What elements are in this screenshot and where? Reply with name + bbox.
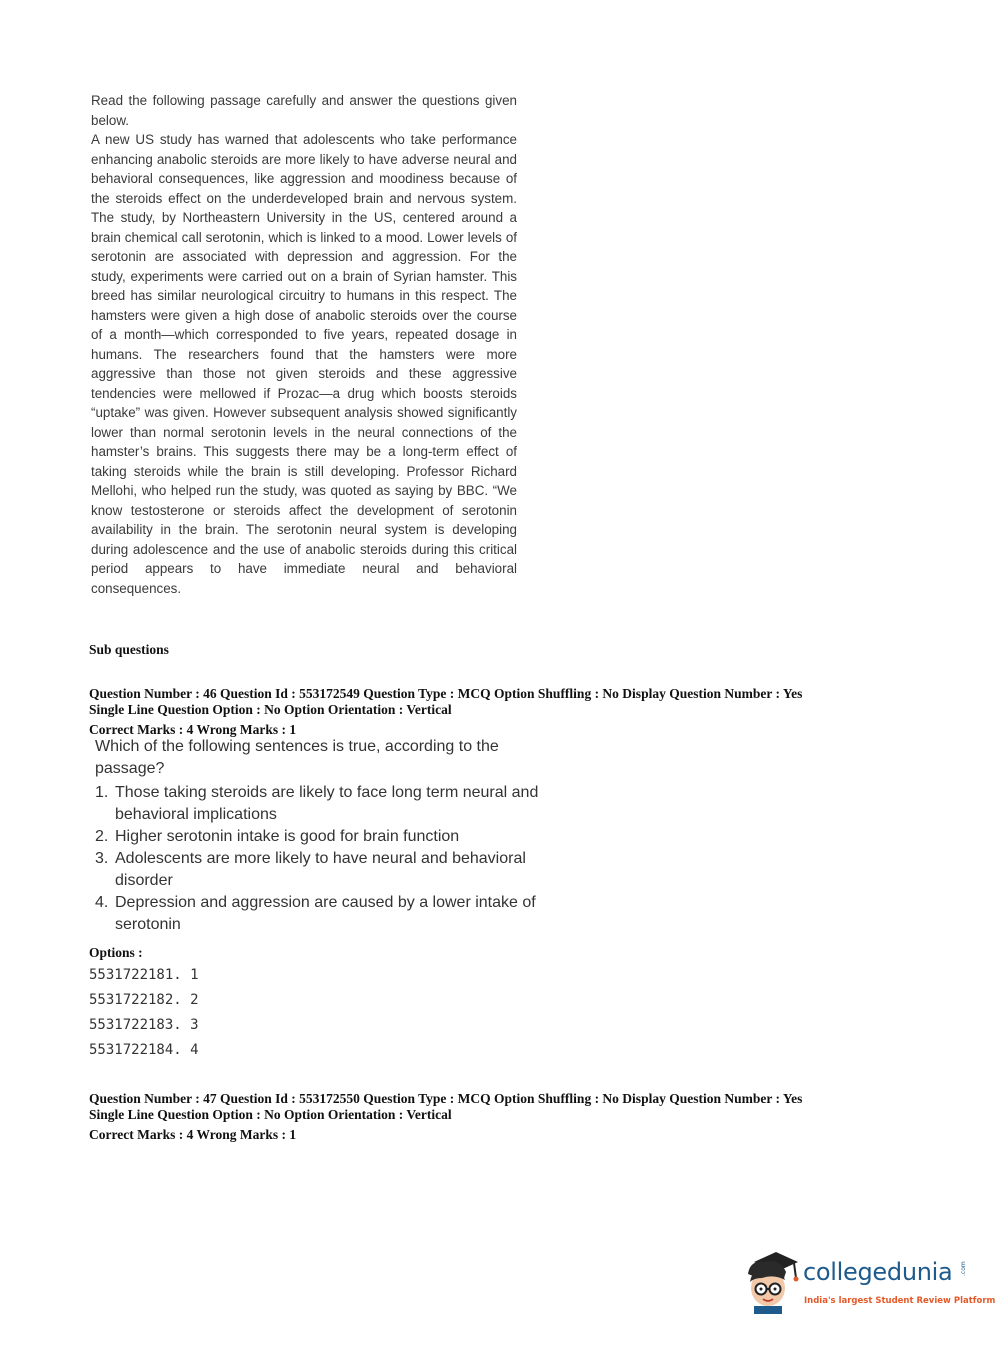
question-46-stem: Which of the following sentences is true, according to the passage? bbox=[95, 738, 499, 777]
question-47-meta bbox=[89, 1091, 909, 1143]
question-47-meta-line1: Question Number : 47 Question Id : 553172550 Question Type : MCQ Option Shuffling : No Display Question Number : Yes bbox=[89, 1091, 803, 1106]
sub-questions-label: Sub questions bbox=[89, 642, 169, 657]
reading-passage bbox=[91, 91, 517, 598]
question-46-meta-line1: Question Number : 46 Question Id : 553172549 Question Type : MCQ Option Shuffling : No Display Question Number : Yes bbox=[89, 686, 803, 701]
statement-item bbox=[95, 826, 555, 848]
collegedunia-logo bbox=[740, 1248, 996, 1320]
mascot-icon bbox=[740, 1248, 802, 1316]
statement-number: 3. bbox=[95, 850, 109, 867]
question-46-marks: Correct Marks : 4 Wrong Marks : 1 bbox=[89, 722, 297, 737]
question-47-meta-line2: Single Line Question Option : No Option Orientation : Vertical bbox=[89, 1106, 452, 1122]
option-item: 5531722183. 3 bbox=[89, 1017, 199, 1033]
option-item: 5531722181. 1 bbox=[89, 967, 199, 983]
statement-item bbox=[95, 848, 555, 892]
logo-tagline: India's largest Student Review Platform bbox=[804, 1296, 996, 1306]
passage-body: A new US study has warned that adolescents who take performance enhancing anabolic steroids are more likely to have adverse neural and behavioral consequences, like aggression and moodiness because of the steroids effect on the underdeveloped brain and nervous system. The study, by Northeastern University in the US, centered around a brain chemical call serotonin, which is linked to a mood. Lower levels of serotonin are associated with depression and aggression. For the study, experiments were carried out on a brain of Syrian hamster. This breed has similar neurological circuitry to humans in this respect. The hamsters were given a high dose of anabolic steroids over the course of a month—which corresponded to five years, repeated dosage in humans. The researchers found that the hamsters were more aggressive than those not given steroids and these aggressive tendencies were mellowed if Prozac—a drug which boosts steroids “uptake” was given. However subsequent analysis showed significantly lower than normal serotonin levels in the neural connections of the hamster’s brains. This suggests there may be a long-term effect of taking steroids while the brain is still developing. Professor Richard Mellohi, who helped run the study, was quoted as saying by BBC. “We know testosterone or steroids affect the development of serotonin availability in the brain. The serotonin neural system is developing during adolescence and the use of anabolic steroids during this critical period appears to have immediate neural and behavioral consequences. bbox=[91, 132, 517, 596]
statement-number: 4. bbox=[95, 894, 109, 911]
statement-text: Depression and aggression are caused by a lower intake of serotonin bbox=[115, 894, 536, 933]
statement-text: Those taking steroids are likely to face long term neural and behavioral implications bbox=[115, 784, 539, 823]
question-46-statements bbox=[95, 782, 555, 936]
logo-wordmark: collegedunia bbox=[803, 1258, 953, 1286]
question-46-meta bbox=[89, 686, 909, 738]
question-46-body bbox=[95, 736, 555, 936]
options-label: Options : bbox=[89, 945, 143, 960]
option-item: 5531722182. 2 bbox=[89, 992, 199, 1008]
question-47-marks: Correct Marks : 4 Wrong Marks : 1 bbox=[89, 1127, 297, 1142]
statement-item bbox=[95, 892, 555, 936]
question-46-meta-line2: Single Line Question Option : No Option Orientation : Vertical bbox=[89, 701, 452, 717]
statement-text: Higher serotonin intake is good for brain function bbox=[115, 828, 460, 845]
statement-number: 2. bbox=[95, 828, 109, 845]
statement-text: Adolescents are more likely to have neural and behavioral disorder bbox=[115, 850, 526, 889]
question-46-options bbox=[89, 964, 199, 1064]
statement-item bbox=[95, 782, 555, 826]
option-item: 5531722184. 4 bbox=[89, 1042, 199, 1058]
statement-number: 1. bbox=[95, 784, 109, 801]
logo-domain-suffix: .com bbox=[960, 1261, 967, 1276]
passage-intro: Read the following passage carefully and answer the questions given below. bbox=[91, 93, 517, 128]
